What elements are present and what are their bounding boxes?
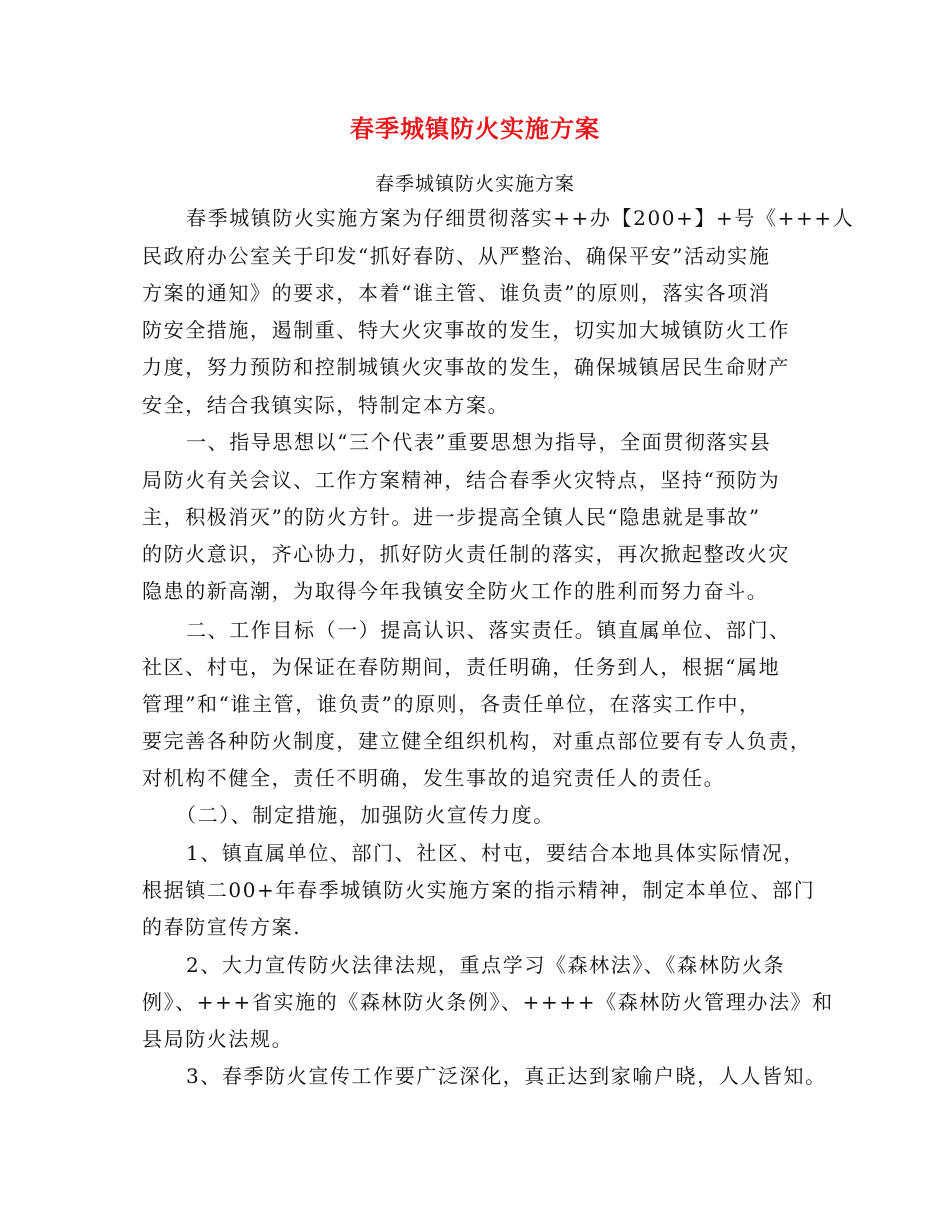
- body-line: 力度，努力预防和控制城镇火灾事故的发生，确保城镇居民生命财产: [142, 355, 790, 379]
- document-subtitle: 春季城镇防火实施方案: [374, 173, 575, 195]
- body-line: 例》、+++省实施的《森林防火条例》、++++《森林防火管理办法》和: [142, 990, 834, 1014]
- body-line: 防安全措施，遏制重、特大火灾事故的发生，切实加大城镇防火工作: [142, 318, 790, 342]
- body-line: 一、指导思想以“三个代表”重要思想为指导，全面贯彻落实县: [186, 430, 772, 454]
- body-line: （二）、制定措施，加强防火宣传力度。: [176, 803, 555, 827]
- body-line: 1、镇直属单位、部门、社区、村屯，要结合本地具体实际情况，: [186, 841, 806, 865]
- body-line: 二、工作目标（一）提高认识、落实责任。镇直属单位、部门、: [186, 618, 791, 642]
- body-line: 民政府办公室关于印发“抓好春防、从严整治、确保平安”活动实施: [142, 244, 771, 268]
- body-line: 主，积极消灭”的防火方针。进一步提高全镇人民“隐患就是事故”: [142, 505, 761, 529]
- body-line: 局防火有关会议、工作方案精神，结合春季火灾特点，坚持“预防为: [142, 468, 781, 492]
- body-line: 管理”和“谁主管，谁负责”的原则，各责任单位，在落实工作中，: [142, 692, 761, 716]
- body-line: 社区、村屯，为保证在春防期间，责任明确，任务到人，根据“属地: [142, 655, 781, 679]
- body-line: 的防火意识，齐心协力，抓好防火责任制的落实，再次掀起整改火灾: [142, 542, 790, 566]
- body-line: 县局防火法规。: [142, 1027, 294, 1051]
- body-line: 3、春季防火宣传工作要广泛深化，真正达到家喻户晓，人人皆知。: [186, 1064, 827, 1088]
- body-line: 安全，结合我镇实际，特制定本方案。: [142, 393, 510, 417]
- body-line: 对机构不健全，责任不明确，发生事故的追究责任人的责任。: [142, 766, 726, 790]
- body-line: 春季城镇防火实施方案为仔细贯彻落实++办【200+】+号《+++人: [186, 206, 855, 230]
- body-line: 方案的通知》的要求，本着“谁主管、谁负责”的原则，落实各项消: [142, 281, 771, 305]
- body-line: 隐患的新高潮，为取得今年我镇安全防火工作的胜利而努力奋斗。: [142, 579, 769, 603]
- body-line: 2、大力宣传防火法律法规，重点学习《森林法》、《森林防火条: [186, 953, 786, 977]
- document-title: 春季城镇防火实施方案: [350, 114, 600, 143]
- body-line: 的春防宣传方案.: [142, 915, 302, 939]
- body-line: 根据镇二00+年春季城镇防火实施方案的指示精神，制定本单位、部门: [142, 878, 816, 902]
- body-line: 要完善各种防火制度，建立健全组织机构，对重点部位要有专人负责，: [142, 729, 812, 753]
